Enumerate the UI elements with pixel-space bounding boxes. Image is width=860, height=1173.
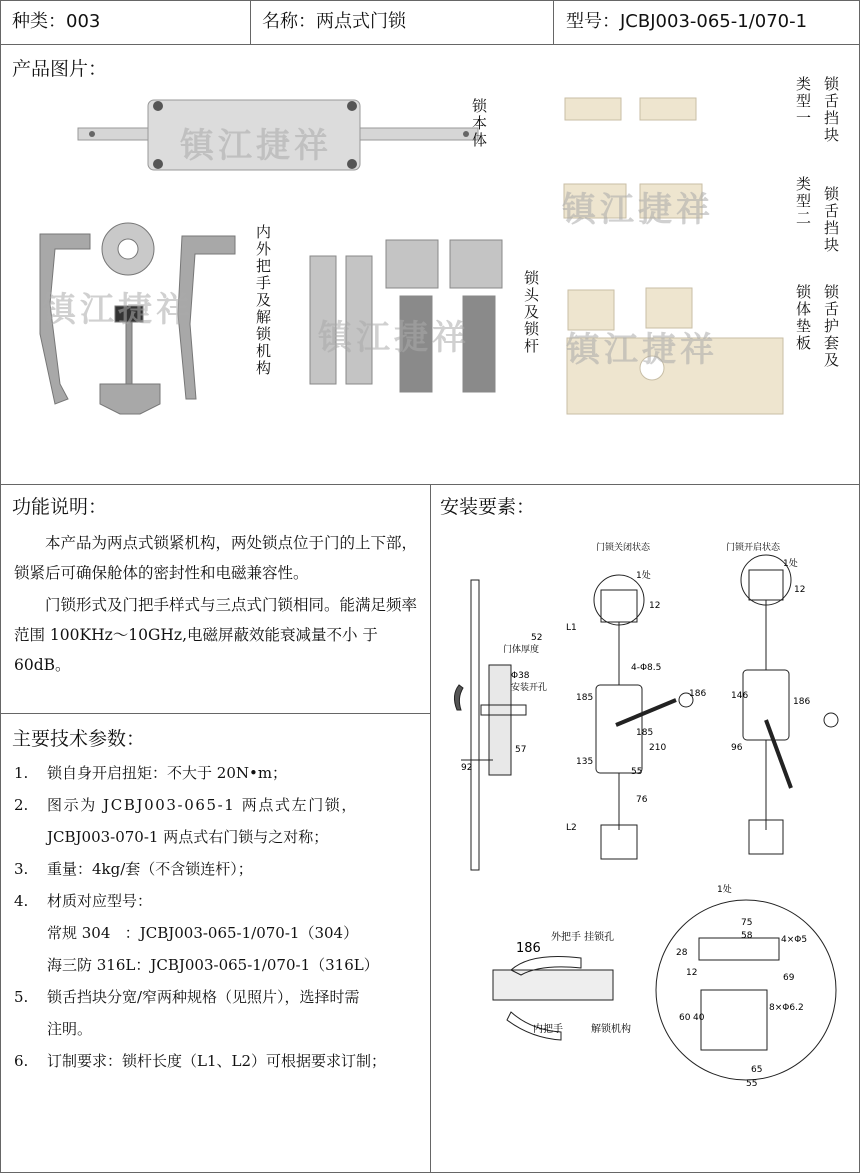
dim-185a: 185 bbox=[576, 693, 594, 703]
dim-28: 28 bbox=[676, 948, 688, 958]
dim-12-closed: 12 bbox=[649, 601, 661, 611]
dim-phi38: Φ38 bbox=[511, 671, 530, 681]
label-type1-a: 类型一 bbox=[794, 76, 812, 127]
label-type2-b: 锁舌挡块 bbox=[822, 186, 840, 254]
dim-60: 60 bbox=[679, 1013, 691, 1023]
dim-40: 40 bbox=[693, 1013, 705, 1023]
param-1-num: 1. bbox=[14, 764, 29, 782]
header-category: 种类：003 bbox=[12, 11, 101, 32]
dim-one-open: 1处 bbox=[783, 559, 798, 569]
header-model: 型号：JCBJ003-065-1/070-1 bbox=[566, 11, 808, 32]
header-sep-2 bbox=[553, 0, 554, 44]
dim-4phi: 4-Φ8.5 bbox=[631, 663, 662, 673]
param-5-text: 锁舌挡块分宽/窄两种规格（见照片），选择时需 bbox=[47, 988, 360, 1006]
dim-185b: 185 bbox=[636, 728, 654, 738]
dim-12-open: 12 bbox=[794, 585, 806, 595]
param-2-text: 图示为 JCBJ003-065-1 两点式左门锁， bbox=[47, 796, 359, 814]
open-state-label: 门锁开启状态 bbox=[726, 543, 781, 553]
label-lock-body: 锁本体 bbox=[470, 98, 488, 149]
dim-69: 69 bbox=[783, 973, 795, 983]
dim-L2: L2 bbox=[566, 823, 577, 833]
function-paragraph-1: 本产品为两点式锁紧机构，两处锁点位于门的上下部，锁紧后可确保舱体的密封性和电磁兼容性。 bbox=[14, 534, 418, 582]
function-divider bbox=[0, 713, 430, 714]
label-unlock: 解锁机构 bbox=[591, 1024, 631, 1035]
dim-55b: 55 bbox=[746, 1079, 758, 1089]
param-4-text: 材质对应型号： bbox=[47, 892, 153, 910]
param-2-cont: JCBJ003-070-1 两点式右门锁与之对称； bbox=[47, 828, 329, 846]
dim-186c: 186 bbox=[516, 941, 541, 956]
params-title: 主要技术参数： bbox=[12, 728, 146, 750]
param-4-sub-1: 常规 304 ：JCBJ003-065-1/070-1（304） bbox=[47, 924, 359, 942]
function-paragraph-2: 门锁形式及门把手样式与三点式门锁相同。能满足频率范围 100KHz～10GHz,电磁屏蔽效能衰减量不小 于60dB。 bbox=[14, 596, 418, 674]
dim-75: 75 bbox=[741, 918, 753, 928]
param-6-text: 订制要求：锁杆长度（L1、L2）可根据要求订制； bbox=[47, 1052, 387, 1070]
label-lock-head: 锁头及锁杆 bbox=[522, 270, 540, 355]
label-type1-b: 锁舌挡块 bbox=[822, 76, 840, 144]
watermark-3: 镇江捷祥 bbox=[318, 318, 470, 358]
label-pad-a: 锁体垫板 bbox=[794, 284, 812, 352]
dim-8x: 8×Φ6.2 bbox=[769, 1003, 804, 1013]
photos-illustration bbox=[0, 44, 860, 484]
param-1-text: 锁自身开启扭矩：不大于 20N•m； bbox=[47, 764, 288, 782]
dim-65: 65 bbox=[751, 1065, 763, 1075]
watermark-4: 镇江捷祥 bbox=[562, 190, 714, 230]
watermark-1: 镇江捷祥 bbox=[180, 126, 332, 166]
param-3-text: 重量：4kg/套（不含锁连杆）； bbox=[47, 860, 253, 878]
watermark-5: 镇江捷祥 bbox=[566, 330, 718, 370]
dim-one-closed: 1处 bbox=[636, 571, 651, 581]
dim-55: 55 bbox=[631, 767, 643, 777]
dim-hole: 安装开孔 bbox=[511, 683, 548, 693]
param-4-num: 4. bbox=[14, 892, 29, 910]
photos-title: 产品图片： bbox=[12, 58, 108, 80]
dim-52: 52 bbox=[531, 633, 543, 643]
header-name: 名称：两点式门锁 bbox=[262, 11, 406, 32]
label-type2-a: 类型二 bbox=[794, 176, 812, 227]
dim-135: 135 bbox=[576, 757, 594, 767]
label-pad-b: 锁舌护套及 bbox=[822, 284, 840, 369]
dim-186a: 186 bbox=[689, 689, 707, 699]
closed-state-label: 门锁关闭状态 bbox=[596, 543, 651, 553]
dim-12b: 12 bbox=[686, 968, 698, 978]
dim-146: 146 bbox=[731, 691, 749, 701]
param-3-num: 3. bbox=[14, 860, 29, 878]
dim-L1: L1 bbox=[566, 623, 577, 633]
header-sep-1 bbox=[250, 0, 251, 44]
dim-58: 58 bbox=[741, 931, 753, 941]
watermark-2: 镇江捷祥 bbox=[42, 290, 194, 330]
dim-76: 76 bbox=[636, 795, 648, 805]
param-5-num: 5. bbox=[14, 988, 29, 1006]
param-2-num: 2. bbox=[14, 796, 29, 814]
label-inner-handle: 内把手 bbox=[533, 1024, 563, 1035]
install-drawing bbox=[431, 520, 859, 1170]
param-5-cont: 注明。 bbox=[47, 1020, 93, 1038]
param-6-num: 6. bbox=[14, 1052, 29, 1070]
dim-door-thick: 门体厚度 bbox=[503, 645, 540, 655]
dim-57: 57 bbox=[515, 745, 527, 755]
function-title: 功能说明： bbox=[12, 496, 108, 518]
param-4-sub-2: 海三防 316L：JCBJ003-065-1/070-1（316L） bbox=[47, 956, 379, 974]
dim-186b: 186 bbox=[793, 697, 811, 707]
dim-92: 92 bbox=[461, 763, 473, 773]
dim-one-detail: 1处 bbox=[717, 885, 732, 895]
install-title: 安装要素： bbox=[440, 496, 536, 518]
label-outer-handle: 外把手 挂锁孔 bbox=[551, 932, 615, 943]
label-handles: 内外把手及解锁机构 bbox=[254, 224, 272, 377]
dim-210: 210 bbox=[649, 743, 667, 753]
dim-4x5: 4×Φ5 bbox=[781, 935, 808, 945]
dim-96: 96 bbox=[731, 743, 743, 753]
